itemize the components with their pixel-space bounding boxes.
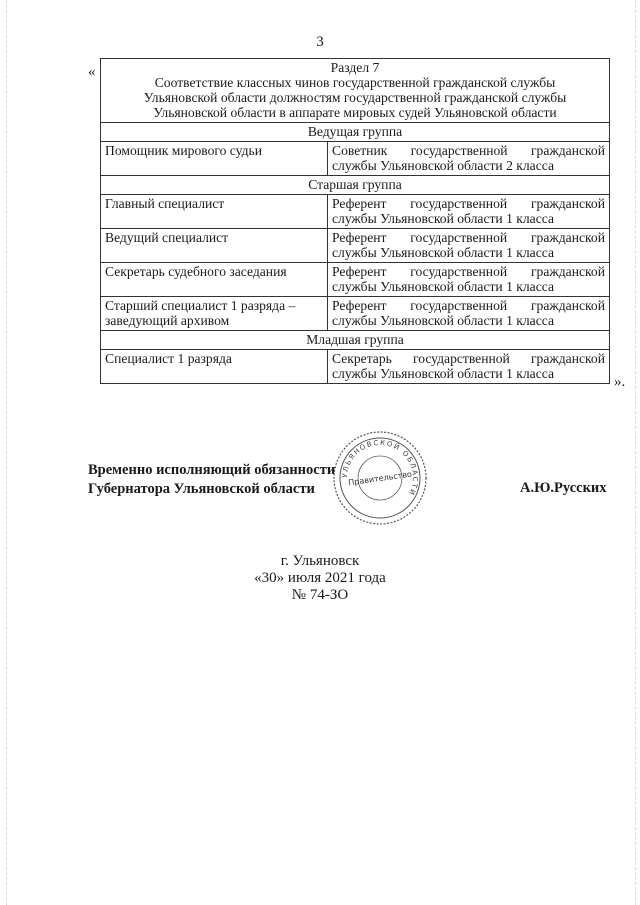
group-row xyxy=(101,123,610,142)
class-rank-cell: Советник государственной гражданской службы Ульяновской области 2 класса xyxy=(328,142,610,176)
signatory-name: А.Ю.Русских xyxy=(520,480,607,496)
opening-quote: « xyxy=(88,64,96,80)
section-heading: Раздел 7 xyxy=(330,60,380,75)
position-cell: Специалист 1 разряда xyxy=(101,350,328,384)
table-row xyxy=(101,350,610,384)
group-name: Старшая группа xyxy=(101,176,610,195)
scan-right-edge xyxy=(635,0,640,905)
table-row xyxy=(101,195,610,229)
table-row xyxy=(101,142,610,176)
official-seal xyxy=(330,428,430,528)
table-row xyxy=(101,297,610,331)
position-cell: Помощник мирового судьи xyxy=(101,142,328,176)
city: г. Ульяновск xyxy=(280,553,360,569)
seal-ring-text: УЛЬЯНОВСКОЙ ОБЛАСТИ xyxy=(340,438,420,498)
position-cell: Старший специалист 1 разряда – заведующий архивом xyxy=(101,297,328,331)
position-cell: Секретарь судебного заседания xyxy=(101,263,328,297)
seal-center-text: Правительство xyxy=(347,469,413,488)
signatory-title-line: Губернатора Ульяновской области xyxy=(88,481,315,497)
section-title-line: Ульяновской области должностям государственной гражданской службы xyxy=(143,90,567,105)
section-title-cell xyxy=(101,59,610,123)
group-name: Ведущая группа xyxy=(101,123,610,142)
table-row xyxy=(101,229,610,263)
date: «30» июля 2021 года xyxy=(254,570,386,586)
signatory-title-line: Временно исполняющий обязанности xyxy=(88,462,336,478)
place-date-block xyxy=(0,553,640,604)
section-table xyxy=(100,58,610,384)
closing-quote: ». xyxy=(614,374,626,390)
section-title-line: Соответствие классных чинов государственной гражданской службы xyxy=(154,75,556,90)
class-rank-cell: Референт государственной гражданской службы Ульяновской области 1 класса xyxy=(328,195,610,229)
class-rank-cell: Референт государственной гражданской службы Ульяновской области 1 класса xyxy=(328,263,610,297)
signatory-title xyxy=(88,461,335,499)
position-cell: Ведущий специалист xyxy=(101,229,328,263)
document-number: № 74-ЗО xyxy=(291,587,349,603)
scan-left-edge xyxy=(0,0,7,905)
class-rank-cell: Секретарь государственной гражданской службы Ульяновской области 1 класса xyxy=(328,350,610,384)
group-name: Младшая группа xyxy=(101,331,610,350)
position-cell: Главный специалист xyxy=(101,195,328,229)
group-row xyxy=(101,176,610,195)
class-rank-cell: Референт государственной гражданской службы Ульяновской области 1 класса xyxy=(328,229,610,263)
group-row xyxy=(101,331,610,350)
svg-text:УЛЬЯНОВСКОЙ ОБЛАСТИ xyxy=(341,439,419,497)
class-rank-cell: Референт государственной гражданской службы Ульяновской области 1 класса xyxy=(328,297,610,331)
title-row xyxy=(101,59,610,123)
table-row xyxy=(101,263,610,297)
section-title-line: Ульяновской области в аппарате мировых судей Ульяновской области xyxy=(153,105,557,120)
page-number: 3 xyxy=(316,34,324,50)
